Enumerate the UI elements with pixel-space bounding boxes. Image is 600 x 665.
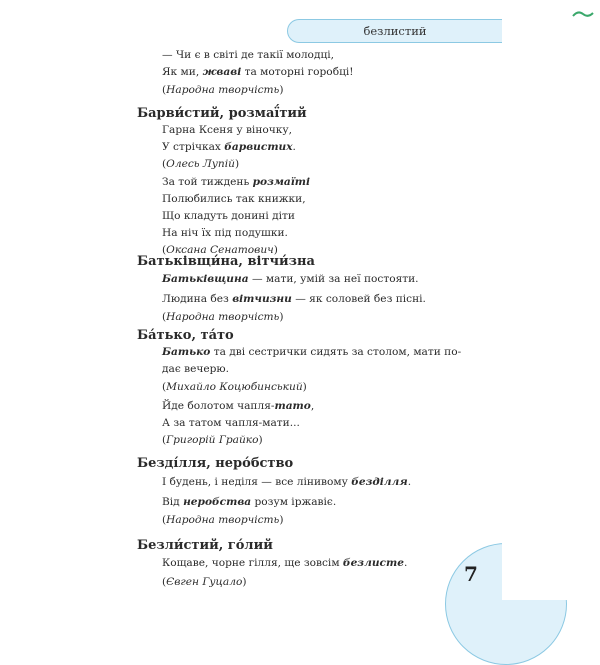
text-segment: Полюбились так книжки, <box>162 193 306 205</box>
quote-source: Михайло Коцюбинський <box>166 381 303 393</box>
entry-headword <box>137 538 273 553</box>
text-segment: На ніч їх під подушки. <box>162 227 288 239</box>
highlighted-word: неробства <box>183 496 252 508</box>
text-segment: ) <box>279 311 284 323</box>
quote-line <box>162 193 306 206</box>
quote-line <box>162 434 263 447</box>
quote-source: Народна творчість <box>166 311 280 323</box>
highlighted-word: Батьківщина <box>162 273 249 285</box>
text-segment: та дві сестрички сидять за столом, мати по- <box>210 346 462 358</box>
highlighted-word: безлисте <box>342 557 404 569</box>
quote-line <box>162 400 314 413</box>
text-segment: . <box>292 141 296 153</box>
text-segment: А за татом чапля-мати... <box>162 417 300 429</box>
text-segment: Гарна Ксеня у віночку, <box>162 124 292 136</box>
highlighted-word: тато <box>274 400 311 412</box>
page-edge <box>502 520 600 600</box>
text-segment: За той тиждень <box>162 176 253 188</box>
text-segment: Кощаве, чорне гілля, ще зовсім <box>162 557 343 569</box>
text-segment: ( <box>162 381 167 393</box>
text-segment: дає вечерю. <box>162 363 230 375</box>
quote-line <box>162 66 354 79</box>
text-segment: У стрічках <box>162 141 225 153</box>
quote-line <box>162 311 283 324</box>
highlighted-word: жваві <box>202 66 242 78</box>
quote-line <box>162 176 310 189</box>
text-segment: ) <box>302 381 307 393</box>
quote-line <box>162 363 229 376</box>
text-segment: Від <box>162 496 184 508</box>
text-segment: — мати, умій за неї постояти. <box>248 273 419 285</box>
entry-headword <box>137 106 307 121</box>
text-segment: ) <box>242 576 247 588</box>
running-head-tab <box>287 19 502 43</box>
page-number: 7 <box>464 562 478 586</box>
quote-line <box>162 417 300 430</box>
quote-line <box>162 124 292 137</box>
text-segment: ) <box>273 244 278 256</box>
quote-line <box>162 576 247 589</box>
text-segment: ( <box>162 311 167 323</box>
quote-line <box>162 496 336 509</box>
highlighted-word: Батько <box>162 346 211 358</box>
quote-source: Григорій Грайко <box>166 434 259 446</box>
text-segment: ) <box>279 514 284 526</box>
highlighted-word: безділля <box>351 476 408 488</box>
running-head: безлистий <box>363 24 427 38</box>
publisher-logo-icon <box>572 9 594 19</box>
text-segment: Що кладуть донині діти <box>162 210 295 222</box>
quote-line <box>162 381 307 394</box>
quote-line <box>162 514 283 527</box>
quote-line <box>162 293 426 306</box>
text-segment: ( <box>162 434 167 446</box>
text-segment: — Чи є в світі де такії молодці, <box>162 49 335 61</box>
text-segment: ) <box>258 434 263 446</box>
quote-line <box>162 141 296 154</box>
quote-line <box>162 158 239 171</box>
entry-headword <box>137 456 293 471</box>
text-segment: Безли́стий, го́лий <box>137 538 273 553</box>
text-segment: Безді́лля, неро́бство <box>137 456 294 471</box>
text-segment: Батьківщи́на, вітчи́зна <box>137 254 315 269</box>
highlighted-word: вітчизни <box>232 293 292 305</box>
text-segment: Йде болотом чапля- <box>162 400 275 412</box>
quote-line <box>162 84 283 97</box>
text-segment: Як ми, <box>162 66 203 78</box>
quote-line <box>162 273 419 286</box>
quote-line <box>162 557 407 570</box>
text-segment: Ба́тько, та́то <box>137 328 234 343</box>
quote-source: Євген Гуцало <box>166 576 243 588</box>
text-segment: . <box>403 557 408 569</box>
text-segment: , <box>310 400 315 412</box>
highlighted-word: барвистих <box>224 141 293 153</box>
quote-source: Народна творчість <box>166 514 280 526</box>
text-segment: — як соловей без пісні. <box>291 293 426 305</box>
quote-line <box>162 49 334 62</box>
quote-source: Олесь Лупій <box>166 158 235 170</box>
quote-source: Оксана Сенатович <box>166 244 274 256</box>
text-segment: ( <box>162 158 167 170</box>
quote-source: Народна творчість <box>166 84 280 96</box>
highlighted-word: розмаїті <box>252 176 311 188</box>
text-segment: ( <box>162 514 167 526</box>
text-segment: ( <box>162 244 167 256</box>
text-segment: Барви́стий, розмаї́тий <box>137 106 307 121</box>
text-segment: ) <box>234 158 240 170</box>
text-segment: ( <box>162 576 167 588</box>
text-segment: Людина без <box>162 293 233 305</box>
text-segment: . <box>407 476 412 488</box>
quote-line <box>162 476 411 489</box>
text-segment: розум іржавіє. <box>251 496 337 508</box>
text-segment: І будень, і неділя — все лінивому <box>162 476 352 488</box>
quote-line <box>162 227 288 240</box>
quote-line <box>162 346 461 359</box>
text-segment: ( <box>162 84 167 96</box>
entry-headword <box>137 328 234 343</box>
text-segment: ) <box>279 84 284 96</box>
quote-line <box>162 210 295 223</box>
entry-headword <box>137 254 315 269</box>
text-segment: та моторні горобці! <box>241 66 354 78</box>
